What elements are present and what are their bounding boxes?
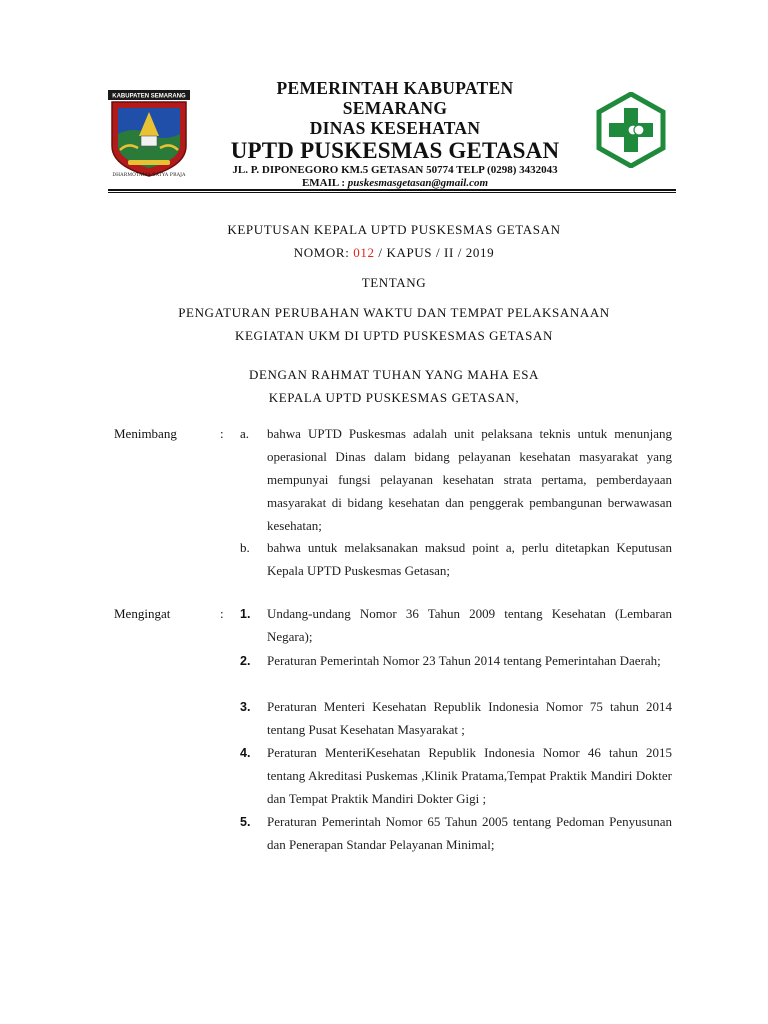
mengingat-item-text: Peraturan Pemerintah Nomor 65 Tahun 2005 tentang Pedoman Penyusunan dan Penerapan Standar Pelayanan Minimal; — [267, 814, 672, 852]
mengingat-item-number: 4. — [240, 746, 251, 760]
department-name: DINAS KESEHATAN — [309, 118, 481, 138]
mengingat-item-number: 5. — [240, 815, 251, 829]
email-label: EMAIL : — [301, 177, 348, 189]
puskesmas-logo-icon — [596, 92, 666, 168]
decree-number — [100, 245, 688, 261]
tentang-heading: TENTANG — [361, 275, 427, 290]
government-name: PEMERINTAH KABUPATEN — [276, 78, 514, 98]
menimbang-item-mark: b. — [240, 540, 250, 555]
menimbang-item-text: bahwa UPTD Puskesmas adalah unit pelaksana teknis untuk menunjang operasional Dinas dalam bidang pelayanan kesehatan masyarakat yang mempunyai fungsi pelayanan kesehatan strata pertama, pemberdayaan masyarakat di bidang kesehatan dan penggerak pembangunan berwawasan kesehatan; — [267, 426, 672, 533]
emblem-motto: DHARMOTAMA SATYA PRAJA — [112, 173, 186, 178]
emblem-banner-text: KABUPATEN SEMARANG — [112, 93, 186, 100]
header-divider-thin — [108, 192, 676, 193]
mengingat-colon: : — [220, 606, 224, 621]
subject-line-2: KEGIATAN UKM DI UPTD PUSKESMAS GETASAN — [235, 328, 553, 343]
mengingat-item-text: Peraturan Menteri Kesehatan Republik Indonesia Nomor 75 tahun 2014 tentang Pusat Kesehatan Masyarakat ; — [267, 699, 672, 737]
mengingat-item-number: 2. — [240, 654, 251, 668]
email-address: puskesmasgetasan@gmail.com — [347, 177, 489, 189]
blessing-line-2: KEPALA UPTD PUSKESMAS GETASAN, — [268, 390, 520, 405]
address-line: JL. P. DIPONEGORO KM.5 GETASAN 50774 TELP (0298) 3432043 — [232, 164, 558, 176]
nomor-suffix: / KAPUS / II / 2019 — [374, 245, 495, 260]
header-divider — [108, 189, 676, 191]
mengingat-item-text: Undang-undang Nomor 36 Tahun 2009 tentang Kesehatan (Lembaran Negara); — [267, 606, 672, 644]
nomor-value: 012 — [353, 245, 375, 260]
mengingat-item-number: 3. — [240, 700, 251, 714]
decree-title: KEPUTUSAN KEPALA UPTD PUSKESMAS GETASAN — [227, 222, 561, 237]
mengingat-item-text: Peraturan MenteriKesehatan Republik Indonesia Nomor 46 tahun 2015 tentang Akreditasi Puskemas ,Klinik Pratama,Tempat Praktik Mandiri Dokter dan Tempat Praktik Mandiri Dokter Gigi ; — [267, 745, 672, 806]
institution-name: UPTD PUSKESMAS GETASAN — [230, 138, 560, 163]
menimbang-label: Menimbang — [114, 426, 177, 441]
menimbang-item-text: bahwa untuk melaksanakan maksud point a, perlu ditetapkan Keputusan Kepala UPTD Puskesmas Getasan; — [267, 540, 672, 578]
menimbang-colon: : — [220, 426, 224, 441]
menimbang-item-mark: a. — [240, 426, 250, 441]
nomor-label: NOMOR: — [293, 245, 354, 260]
blessing-line-1: DENGAN RAHMAT TUHAN YANG MAHA ESA — [248, 367, 540, 382]
subject-line-1: PENGATURAN PERUBAHAN WAKTU DAN TEMPAT PELAKSANAAN — [178, 305, 610, 320]
mengingat-item-number: 1. — [240, 607, 251, 621]
kabupaten-semarang-emblem-icon — [108, 90, 190, 180]
mengingat-item-text: Peraturan Pemerintah Nomor 23 Tahun 2014 tentang Pemerintahan Daerah; — [267, 653, 661, 668]
email-line — [200, 177, 590, 189]
regency-name: SEMARANG — [342, 98, 448, 118]
mengingat-label: Mengingat — [114, 606, 171, 621]
